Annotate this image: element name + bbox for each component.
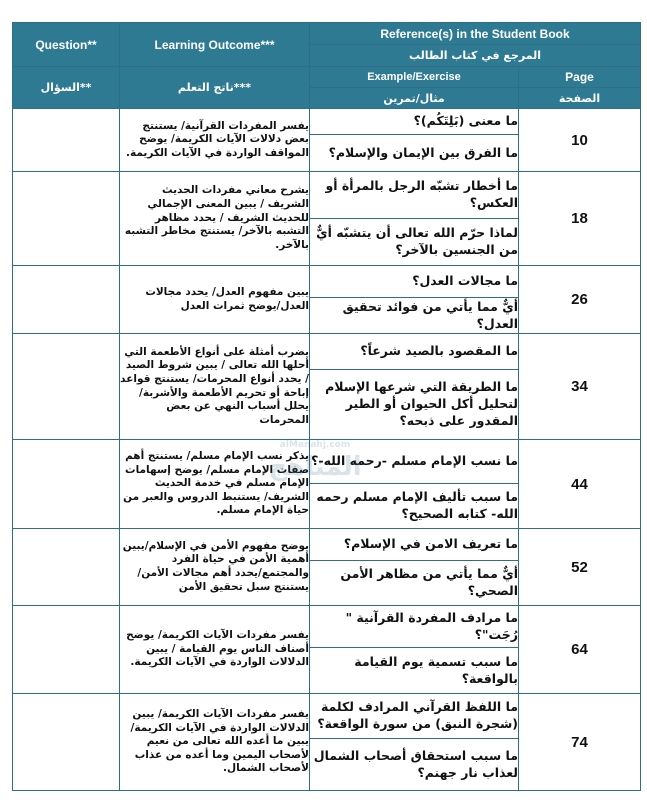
example-cell: أيٌّ مما يأتي من مظاهر الأمن الصحي؟ bbox=[310, 561, 519, 606]
example-cell: ما أخطار تشبّه الرجل بالمرأة أو العكس؟ bbox=[310, 172, 519, 219]
example-cell: ما مجالات العدل؟ bbox=[310, 266, 519, 298]
header-page-ar: الصفحة bbox=[519, 88, 641, 109]
learning-outcome-cell: يبين مفهوم العدل/ يحدد مجالات العدل/يوضح ثمرات العدل bbox=[120, 266, 310, 334]
table-row bbox=[13, 440, 641, 484]
table-row bbox=[13, 266, 641, 298]
table-row bbox=[13, 172, 641, 219]
example-cell: لماذا حرّم الله تعالى أن يتشبّه أيٌّ من الجنسين بالآخر؟ bbox=[310, 219, 519, 266]
header-outcome-en: Learning Outcome*** bbox=[120, 23, 310, 67]
learning-outcome-cell: يشرح معاني مفردات الحديث الشريف / يبين المعنى الإجمالي للحديث الشريف / يحدد مظاهر التشبه بالآخر/ يستنتج مخاطر التشبه بالآخر. bbox=[120, 172, 310, 266]
header-question-en: Question** bbox=[13, 23, 120, 67]
question-cell bbox=[13, 172, 120, 266]
table-row bbox=[13, 529, 641, 561]
watermark-site: alManahj.com bbox=[279, 440, 351, 450]
page-number-cell: 34 bbox=[519, 334, 641, 440]
question-cell bbox=[13, 694, 120, 791]
page-number-cell: 10 bbox=[519, 109, 641, 172]
question-cell bbox=[13, 440, 120, 529]
example-cell: ما سبب استحقاق أصحاب الشمال لعذاب نار جهنم؟ bbox=[310, 739, 519, 791]
page-number-cell: 74 bbox=[519, 694, 641, 791]
example-cell: ما معنى (بَلِتَكُم)؟ bbox=[310, 109, 519, 135]
learning-outcome-cell: يفسر مفردات الآيات الكريمة/ يوضح أصناف الناس يوم القيامة / يبين الدلالات الواردة في الآيات الكريمة. bbox=[120, 606, 310, 694]
page-number-cell: 44 bbox=[519, 440, 641, 529]
page-number-cell: 26 bbox=[519, 266, 641, 334]
example-cell: ما سبب تأليف الإمام مسلم رحمه الله- كتابه الصحيح؟ bbox=[310, 484, 519, 529]
example-cell: ما الفرق بين الإيمان والإسلام؟ bbox=[310, 135, 519, 172]
question-cell bbox=[13, 606, 120, 694]
header-outcome-ar: ناتج التعلم*** bbox=[120, 67, 310, 109]
example-cell: ما مرادف المفردة القرآنية " رُجَت"؟ bbox=[310, 606, 519, 648]
example-cell: ما اللفظ القرآني المرادف لكلمة (شجرة النبق) من سورة الواقعة؟ bbox=[310, 694, 519, 739]
page-number-cell: 52 bbox=[519, 529, 641, 606]
learning-outcome-cell: يفسر المفردات القرآنية/ يستنتج بعض دلالات الآيات الكريمة/ يوضح المواقف الواردة في الآيات الكريمة. bbox=[120, 109, 310, 172]
page-number-cell: 18 bbox=[519, 172, 641, 266]
learning-outcome-cell: يذكر نسب الإمام مسلم/ يستنتج أهم صفات الإمام مسلم/ يوضح إسهامات الإمام مسلم في خدمة الحديث الشريف/ يستنبط الدروس والعبر من حياة الإمام مسلم. bbox=[120, 440, 310, 529]
header-example-ar: مثال/تمرين bbox=[310, 88, 519, 109]
header-reference-en: Reference(s) in the Student Book bbox=[310, 23, 641, 45]
learning-outcome-cell: يضرب أمثلة على أنواع الأطعمة التي أحلها الله تعالى / يبين شروط الصيد / يحدد أنواع المحرمات/ يستنتج قواعد إباحة أو تحريم الأطعمة والأشربة/ يحلل أسباب النهي عن بعض المحرمات bbox=[120, 334, 310, 440]
learning-outcome-cell: يوضح مفهوم الأمن في الإسلام/يبين أهمية الأمن في حياة الفرد والمجتمع/يحدد أهم مجالات الأمن/ يستنتج سبل تحقيق الأمن bbox=[120, 529, 310, 606]
question-cell bbox=[13, 109, 120, 172]
outcomes-table bbox=[12, 22, 641, 791]
learning-outcome-cell: يفسر مفردات الآيات الكريمة/ يبين الدلالات الواردة في الآيات الكريمة/ يبين ما أعده الله تعالى من نعيم لأصحاب اليمين وما أعده من عذاب لأصحاب الشمال. bbox=[120, 694, 310, 791]
watermark-mark: المناهج bbox=[268, 452, 362, 482]
header-reference-ar: المرجع في كتاب الطالب bbox=[310, 45, 641, 67]
example-cell: أيٌّ مما يأتي من فوائد تحقيق العدل؟ bbox=[310, 298, 519, 334]
example-cell: ما نسب الإمام مسلم -رحمه الله-؟ bbox=[310, 440, 519, 484]
question-cell bbox=[13, 266, 120, 334]
table-row bbox=[13, 694, 641, 739]
page-number-cell: 64 bbox=[519, 606, 641, 694]
header-example-en: Example/Exercise bbox=[310, 67, 519, 88]
example-cell: ما الطريقة التي شرعها الإسلام لتحليل أكل الحيوان أو الطير المقدور على ذبحه؟ bbox=[310, 370, 519, 440]
example-cell: ما تعريف الامن في الإسلام؟ bbox=[310, 529, 519, 561]
table-row bbox=[13, 109, 641, 135]
table-row bbox=[13, 334, 641, 370]
header-page-en: Page bbox=[519, 67, 641, 88]
question-cell bbox=[13, 334, 120, 440]
header-question-ar: السؤال** bbox=[13, 67, 120, 109]
example-cell: ما سبب تسمية يوم القيامة بالواقعة؟ bbox=[310, 648, 519, 694]
table-row bbox=[13, 606, 641, 648]
example-cell: ما المقصود بالصيد شرعاً؟ bbox=[310, 334, 519, 370]
question-cell bbox=[13, 529, 120, 606]
